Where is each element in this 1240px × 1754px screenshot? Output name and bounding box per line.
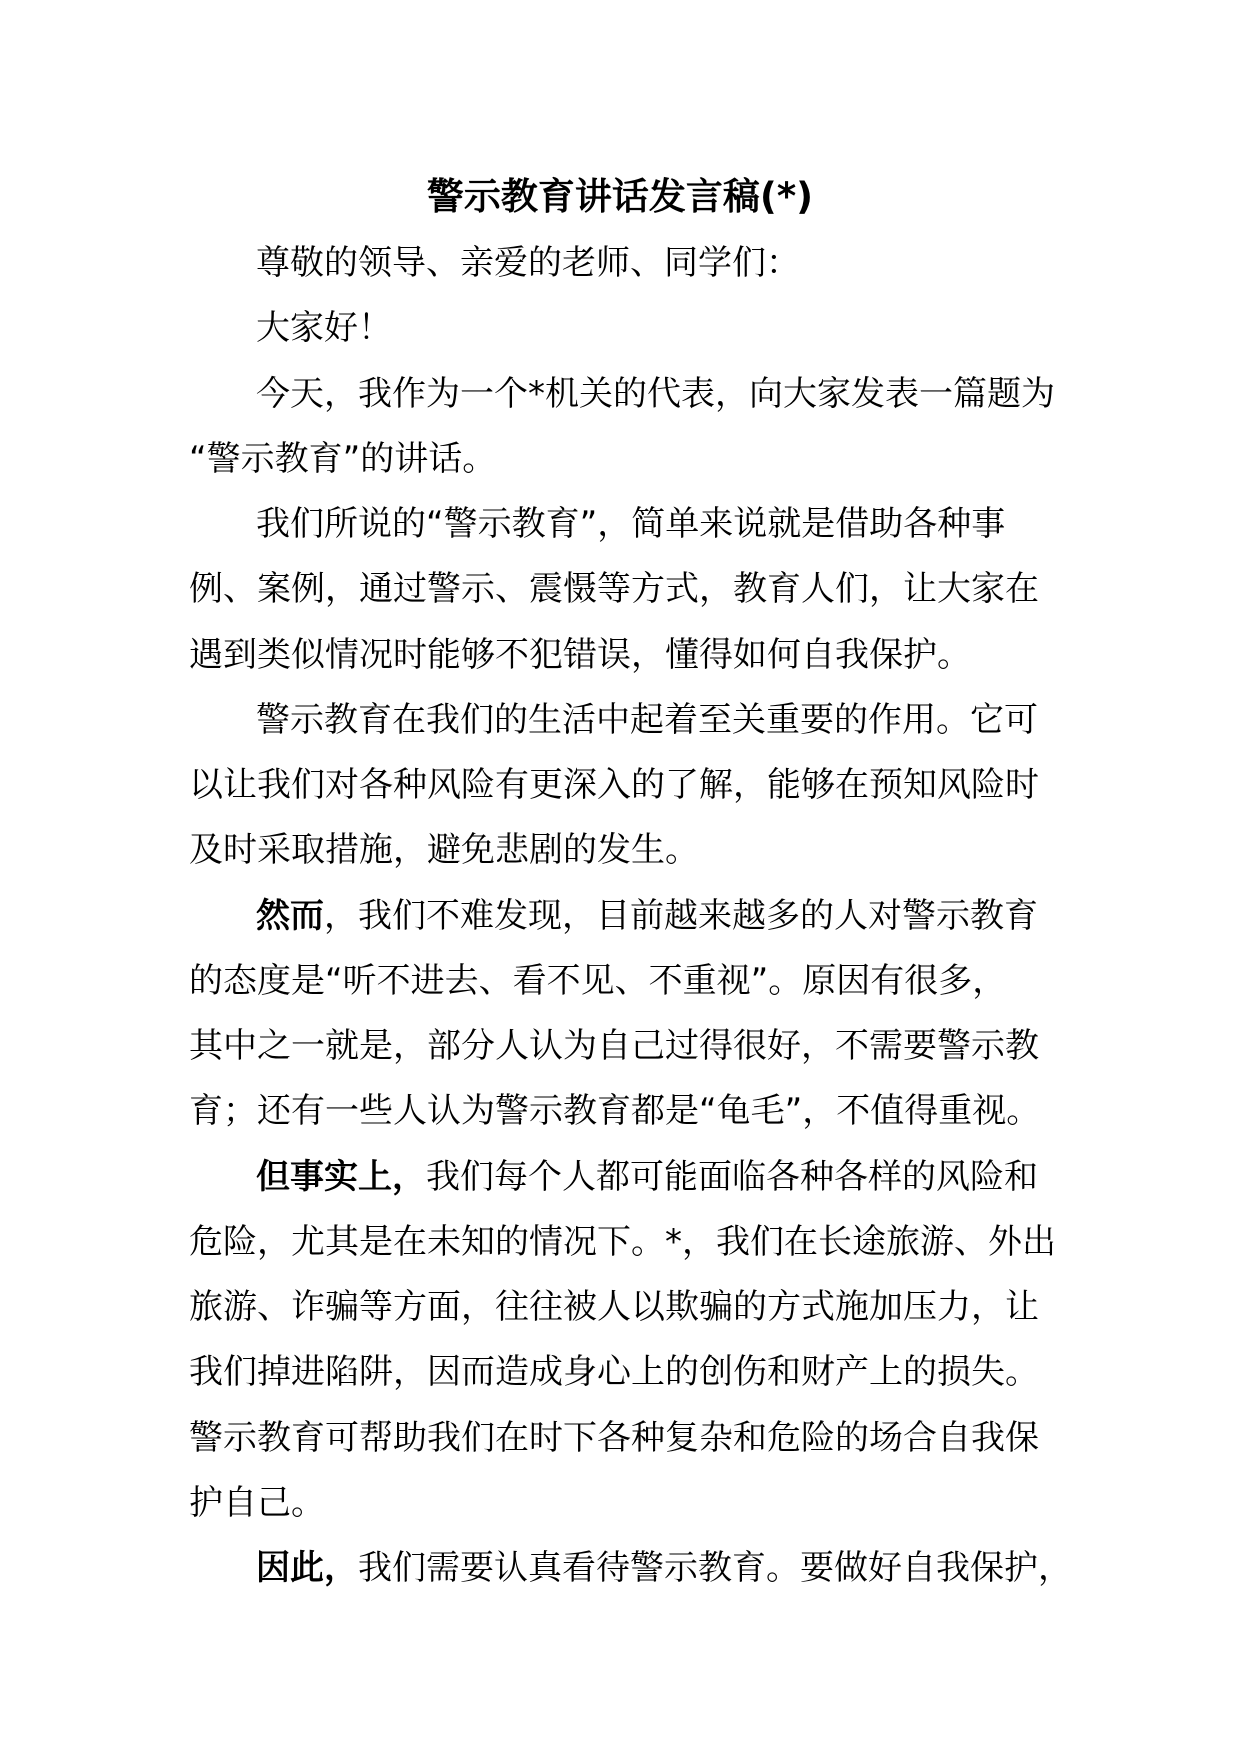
line-text: 我们需要认真看待警示教育。要做好自我保护， — [358, 1548, 1072, 1588]
document-body — [189, 231, 1072, 1601]
paragraph-line: 育；还有一些人认为警示教育都是“龟毛”，不值得重视。 — [189, 1091, 1041, 1132]
paragraph-line: 遇到类似情况时能够不犯错误，懂得如何自我保护。 — [189, 634, 971, 675]
bold-lead: 然而 — [256, 895, 324, 936]
paragraph-line: 今天，我作为一个*机关的代表，向大家发表一篇题为 — [256, 373, 1055, 414]
paragraph-line: 及时采取措施，避免悲剧的发生。 — [189, 830, 699, 871]
paragraph-line — [189, 884, 1069, 949]
paragraph-line — [189, 1145, 1069, 1210]
paragraph-line: 危险，尤其是在未知的情况下。*，我们在长途旅游、外出 — [189, 1221, 1056, 1262]
paragraph-line: 以让我们对各种风险有更深入的了解，能够在预知风险时 — [189, 765, 1039, 805]
paragraph-line: 的态度是“听不进去、看不见、不重视”。原因有很多， — [189, 960, 1007, 1001]
document-title: 警示教育讲话发言稿(*) — [426, 175, 814, 218]
line-text: 我们每个人都可能面临各种各样的风险和 — [426, 1156, 1038, 1197]
paragraph-line: “警示教育”的讲话。 — [189, 438, 497, 479]
paragraph-line: 我们掉进陷阱，因而造成身心上的创伤和财产上的损失。 — [189, 1352, 1039, 1393]
paragraph-line: 例、案例，通过警示、震慑等方式，教育人们，让大家在 — [189, 569, 1039, 610]
bold-lead: 因此， — [256, 1548, 358, 1588]
paragraph-line: 警示教育可帮助我们在时下各种复杂和危险的场合自我保 — [189, 1417, 1039, 1458]
paragraph-line — [189, 1536, 1072, 1601]
paragraph-line: 警示教育在我们的生活中起着至关重要的作用。它可 — [256, 699, 1038, 740]
paragraph-line: 我们所说的“警示教育”，简单来说就是借助各种事 — [256, 504, 1006, 544]
paragraph-line: 其中之一就是，部分人认为自己过得很好，不需要警示教 — [189, 1026, 1039, 1066]
paragraph-line: 旅游、诈骗等方面，往往被人以欺骗的方式施加压力，让 — [189, 1287, 1039, 1327]
bold-lead: 但事实上， — [256, 1156, 426, 1197]
paragraph-greeting: 大家好！ — [256, 308, 392, 349]
line-text: ，我们不难发现，目前越来越多的人对警示教育 — [324, 895, 1038, 936]
paragraph-salutation: 尊敬的领导、亲爱的老师、同学们： — [256, 243, 800, 283]
paragraph-line: 护自己。 — [189, 1482, 325, 1523]
